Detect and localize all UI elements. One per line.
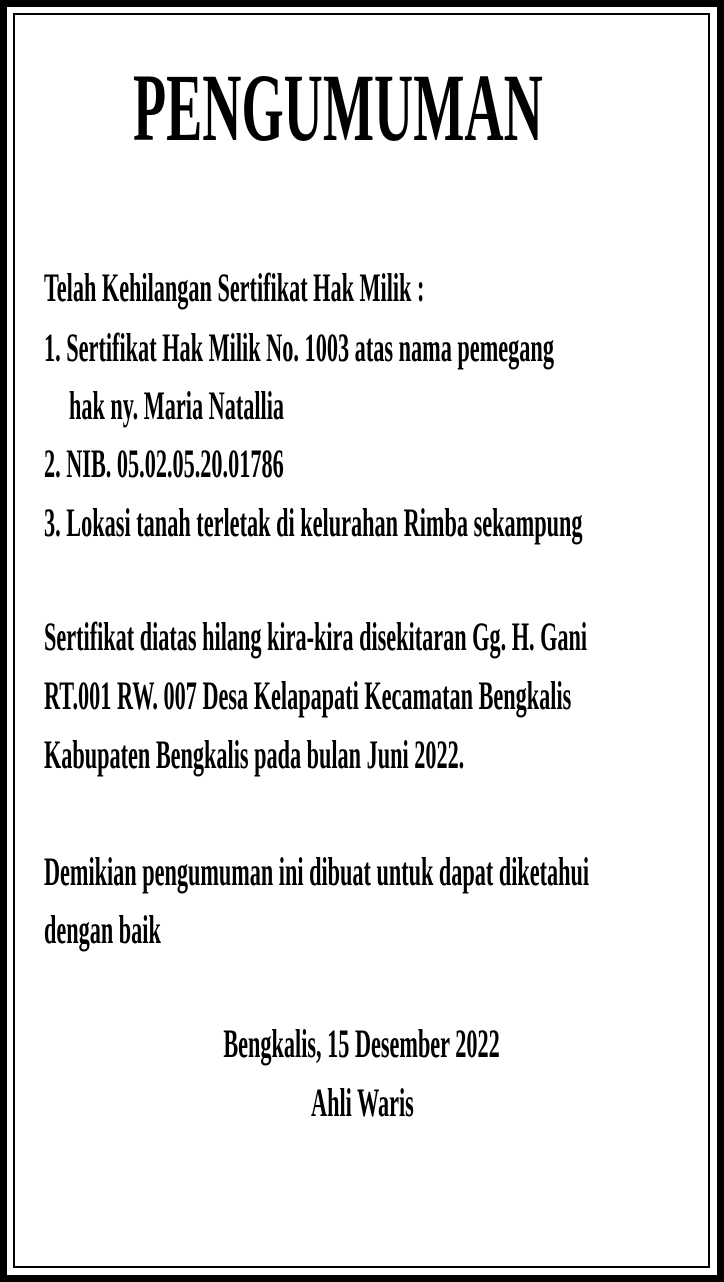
list-item-1-continuation: hak ny. Maria Natallia [69,383,285,428]
intro-line: Telah Kehilangan Sertifikat Hak Milik : [44,265,425,310]
signatory: Ahli Waris [310,1080,414,1125]
list-item-3: 3. Lokasi tanah terletak di kelurahan Rimba sekampung [44,500,583,545]
signatory-row [0,1080,724,1125]
paragraph-1-line-1: Sertifikat diatas hilang kira-kira disekitaran Gg. H. Gani [44,614,588,659]
place-date: Bengkalis, 15 Desember 2022 [223,1021,501,1066]
place-date-row [0,1021,724,1066]
list-item-2: 2. NIB. 05.02.05.20.01786 [44,441,284,486]
paragraph-2-line-2: dengan baik [44,907,161,952]
list-item-1: 1. Sertifikat Hak Milik No. 1003 atas nama pemegang [44,325,554,370]
paragraph-1-line-3: Kabupaten Bengkalis pada bulan Juni 2022. [44,732,465,777]
notice-title: PENGUMUMAN [133,54,543,161]
paragraph-1-line-2: RT.001 RW. 007 Desa Kelapapati Kecamatan Bengkalis [44,673,572,718]
paragraph-2-line-1: Demikian pengumuman ini dibuat untuk dapat diketahui [44,849,590,894]
